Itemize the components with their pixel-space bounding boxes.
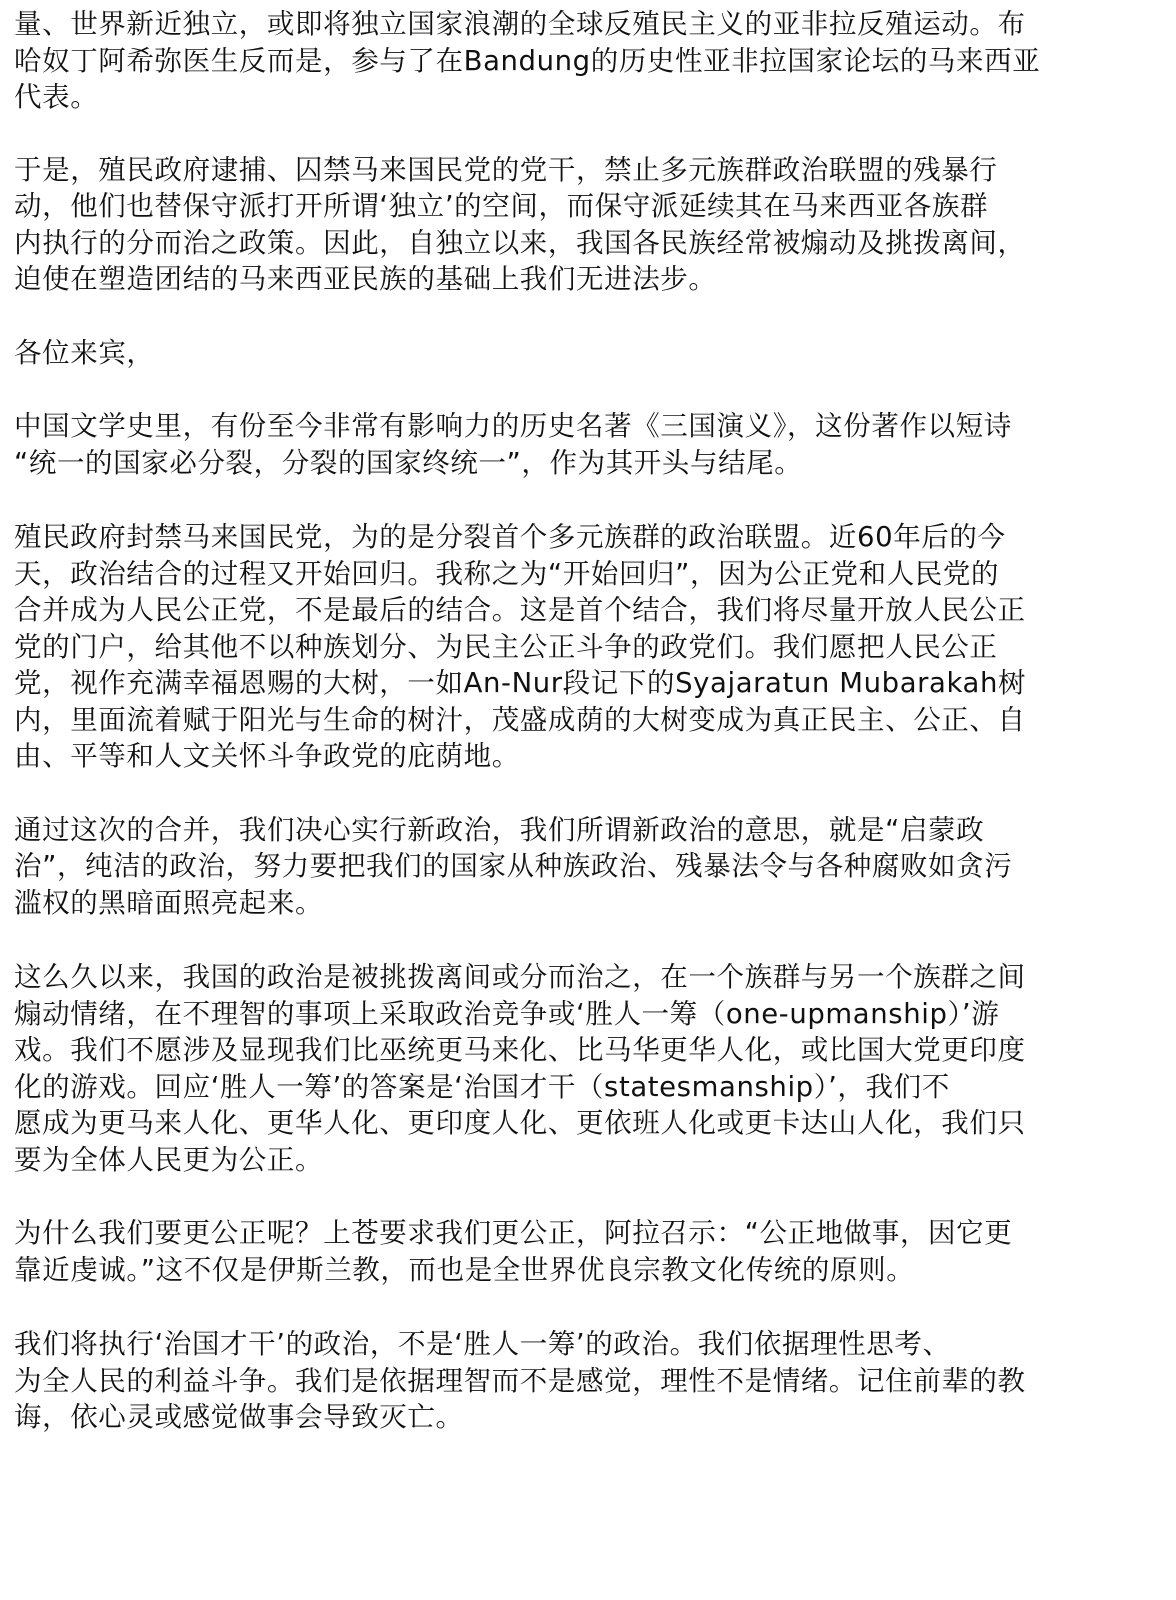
paragraph-one-upmanship: 这么久以来，我国的政治是被挑拨离间或分而治之，在一个族群与另一个族群之间 煽动情绪，在不理智的事项上采取政治竞争或‘胜人一筹（one-upmanship）’游 戏。我们不愿涉及显现我们比巫统更马来化、比马华更华人化，或比国大党更印度 化的游戏。回应‘胜人一筹’的答案是‘治国才干（statesmanship）’，我们不 愿成为更马来人化、更华人化、更印度人化、更依班人化或更卡达山人化，我们只 要为全体人民更为公正。 [14, 961, 1026, 1176]
paragraph-statesmanship: 我们将执行‘治国才干’的政治，不是‘胜人一筹’的政治。我们依据理性思考、 为全人民的利益斗争。我们是依据理智而不是感觉，理性不是情绪。记住前辈的教 诲，依心灵或感觉做事会导致灭亡。 [14, 1328, 1026, 1433]
paragraph-party-merger: 殖民政府封禁马来国民党，为的是分裂首个多元族群的政治联盟。近60年后的今 天，政治结合的过程又开始回归。我称之为“开始回归”，因为公正党和人民党的 合并成为人民公正党，不是最后的结合。这是首个结合，我们将尽量开放人民公正 党的门户，给其他不以种族划分、为民主公正斗争的政党们。我们愿把人民公正 党，视作充满幸福恩赐的大树，一如An-Nur段记下的Syajaratun Mubarakah树 内，里面流着赋于阳光与生命的树汁，茂盛成荫的大树变成为真正民主、公正、自 由、平等和人文关怀斗争政党的庇荫地。 [14, 521, 1027, 772]
paragraph-justice: 为什么我们要更公正呢？上苍要求我们更公正，阿拉召示：“公正地做事，因它更 靠近虔诚。”这不仅是伊斯兰教，而也是全世界优良宗教文化传统的原则。 [14, 1217, 1013, 1286]
paragraph-salutation: 各位来宾， [14, 336, 155, 369]
paragraph-anticolonial-movement: 量、世界新近独立，或即将独立国家浪潮的全球反殖民主义的亚非拉反殖运动。布 哈奴丁阿希弥医生反而是，参与了在Bandung的历史性亚非拉国家论坛的马来西亚 代表。 [14, 8, 1041, 113]
paragraph-new-politics: 通过这次的合并，我们决心实行新政治，我们所谓新政治的意思，就是“启蒙政 治”，纯洁的政治，努力要把我们的国家从种族政治、残暴法令与各种腐败如贪污 滥权的黑暗面照亮起来。 [14, 813, 1013, 919]
paragraph-three-kingdoms: 中国文学史里，有份至今非常有影响力的历史名著《三国演义》，这份著作以短诗 “统一的国家必分裂，分裂的国家终统一”，作为其开头与结尾。 [14, 410, 1012, 479]
paragraph-divide-and-rule: 于是，殖民政府逮捕、囚禁马来国民党的党干，禁止多元族群政治联盟的残暴行 动，他们也替保守派打开所谓‘独立’的空间，而保守派延续其在马来西亚各族群 内执行的分而治之政策。因此，自独立以来，我国各民族经常被煽动及挑拨离间， 迫使在塑造团结的马来西亚民族的基础上我们无进法步。 [14, 153, 1026, 295]
